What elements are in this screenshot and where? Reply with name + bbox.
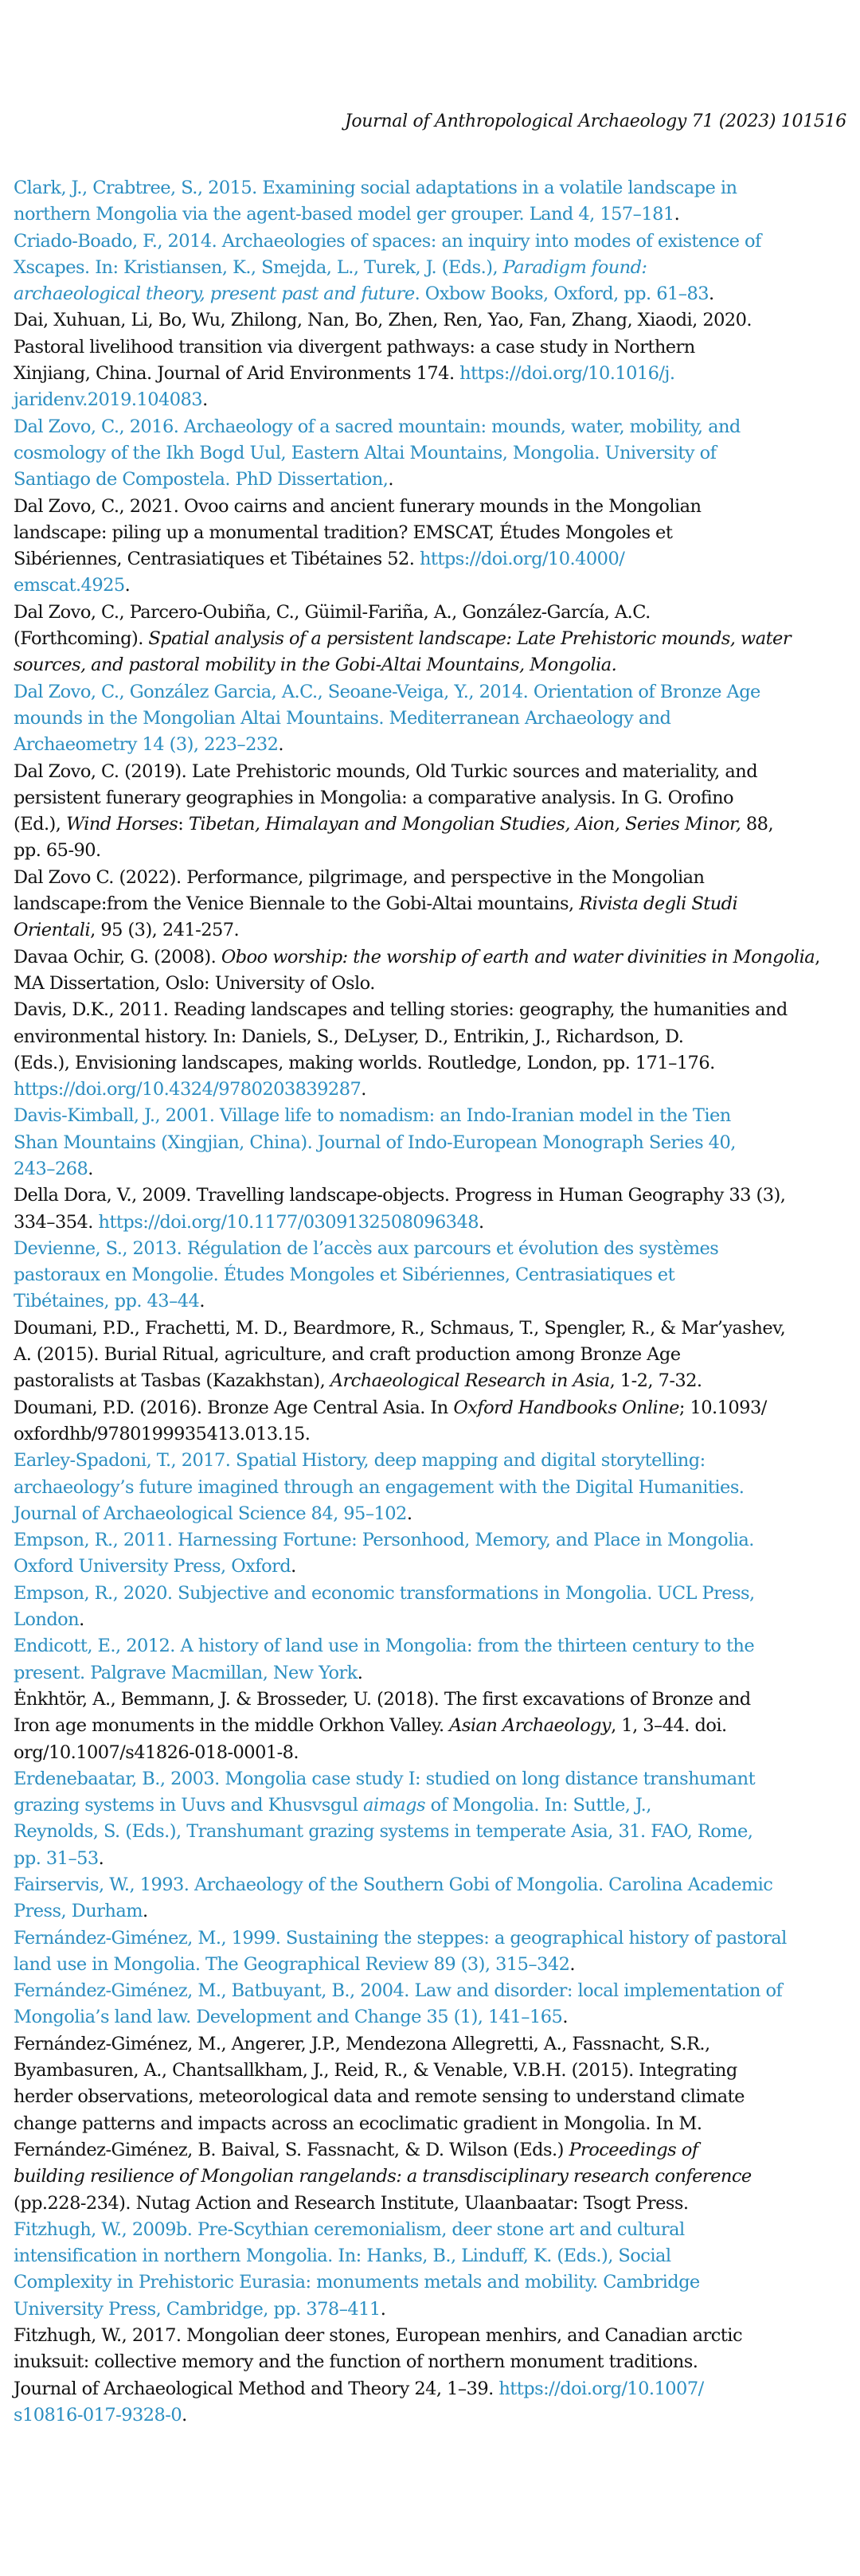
reference-entry[interactable] [14,1978,850,2031]
reference-text: Dal Zovo, C., Parcero-Oubiña, C., Güimil-Fariña, A., González-García, A.C. [14,601,651,623]
reference-line [14,1607,850,1633]
reference-text: Byambasuren, A., Chantsallkham, J., Reid, R., & Venable, V.B.H. (2015). Integrating [14,2060,737,2082]
reference-line [14,600,850,626]
reference-link[interactable]: pastoraux en Mongolie. Études Mongoles et Sibériennes, Centrasiatiques et [14,1265,675,1286]
reference-line [14,520,850,546]
reference-line [14,2243,850,2269]
reference-line [14,1050,850,1077]
reference-text: pp. 65-90. [14,840,101,862]
reference-line [14,1448,850,1474]
reference-line [14,1766,850,1792]
reference-text: MA Dissertation, Oslo: University of Oslo. [14,972,375,994]
reference-text: (Eds.), Envisioning landscapes, making worlds. Routledge, London, pp. 171–176. [14,1052,715,1073]
reference-line [14,546,850,573]
reference-line [14,2349,850,2375]
reference-text: , 1-2, 7-32. [609,1370,702,1392]
reference-line [14,2111,850,2137]
reference-text: Iron age monuments in the middle Orkhon Valley. [14,1715,450,1737]
reference-entry[interactable] [14,1103,850,1182]
reference-line [14,679,850,706]
reference-text: Dal Zovo C. (2022). Performance, pilgrimage, and perspective in the Mongolian [14,866,705,888]
reference-line [14,785,850,811]
reference-text: Davis, D.K., 2011. Reading landscapes and telling stories: geography, the humanities and [14,999,788,1021]
reference-link[interactable]: Santiago de Compostela. PhD Dissertation, [14,469,389,491]
reference-text: , 95 (3), 241-257. [90,920,240,941]
reference-entry [14,865,850,944]
reference-link[interactable]: Fitzhugh, W., 2009b. Pre-Scythian ceremonialism, deer stone art and cultural [14,2218,685,2240]
reference-line [14,1687,850,1713]
reference-text: Doumani, P.D., Frachetti, M. D., Beardmore, R., Schmaus, T., Spengler, R., & Mar’yashev, [14,1317,786,1339]
reference-link[interactable]: present. Palgrave Macmillan, New York [14,1662,358,1683]
reference-text: Rivista degli Studi [579,893,738,915]
reference-line [14,1395,850,1421]
reference-line [14,1475,850,1501]
reference-text: . [380,2298,386,2320]
reference-entry[interactable] [14,229,850,308]
reference-link[interactable]: Press, Durham [14,1901,143,1922]
reference-text: . [98,1847,104,1869]
reference-line [14,1024,850,1050]
reference-link[interactable]: . Oxbow Books, Oxford, pp. 61–83 [414,283,709,305]
reference-text: . [357,1662,363,1683]
reference-entry [14,1315,850,1395]
reference-text: 334–354. [14,1211,99,1233]
reference-text: . [709,283,714,305]
reference-link[interactable]: Endicott, E., 2012. A history of land use in Mongolia: from the thirteen century to the [14,1636,755,1657]
reference-line [14,361,850,387]
reference-text: (Forthcoming). [14,628,149,650]
reference-text: Della Dora, V., 2009. Travelling landscape-objects. Progress in Human Geography 33 (3), [14,1185,786,1206]
reference-text: Dai, Xuhuan, Li, Bo, Wu, Zhilong, Nan, Bo, Zhen, Ren, Yao, Fan, Zhang, Xiaodi, 2020. [14,310,752,331]
reference-entry [14,600,850,679]
reference-text: Orientali [14,920,91,941]
reference-text: . [479,1211,484,1233]
reference-link[interactable]: Dal Zovo, C., 2016. Archaeology of a sacred mountain: mounds, water, mobility, and [14,416,741,437]
reference-text: . [124,575,131,596]
reference-text: . [79,1609,84,1631]
reference-text: Spatial analysis of a persistent landscape: Late Prehistoric mounds, water [148,628,792,650]
reference-link[interactable]: Fernández-Giménez, M., 1999. Sustaining the steppes: a geographical history of pastoral [14,1927,787,1949]
reference-link[interactable]: intensification in northern Mongolia. In: Hanks, B., Linduff, K. (Eds.), Social [14,2246,671,2267]
reference-link[interactable]: Complexity in Prehistoric Eurasia: monuments metals and mobility. Cambridge [14,2272,700,2293]
reference-line [14,467,850,493]
reference-link[interactable]: https://doi.org/10.4324/9780203839287 [14,1079,362,1100]
reference-line [14,1792,850,1819]
reference-link[interactable]: mounds in the Mongolian Altai Mountains. Mediterranean Archaeology and [14,707,671,729]
reference-line [14,2297,850,2323]
reference-text: (pp.228-234). Nutag Action and Research Institute, Ulaanbaatar: Tsogt Press. [14,2192,689,2214]
reference-link[interactable]: emscat.4925 [14,575,125,596]
reference-text: persistent funerary geographies in Mongolia: a comparative analysis. In G. Orofino [14,787,734,808]
reference-line [14,891,850,917]
reference-line [14,2004,850,2031]
reference-line [14,494,850,520]
reference-link[interactable]: s10816-017-9328-0 [14,2404,182,2426]
reference-line [14,1527,850,1554]
reference-link[interactable]: aimags [362,1795,425,1816]
reference-text: Wind Horses [66,814,178,835]
reference-text: . [202,389,208,411]
reference-line [14,1077,850,1103]
reference-text: Dal Zovo, C. (2019). Late Prehistoric mounds, Old Turkic sources and materiality, and [14,760,758,782]
reference-list [14,175,850,2429]
reference-link[interactable]: Earley-Spadoni, T., 2017. Spatial History, deep mapping and digital storytelling: [14,1450,706,1472]
reference-line [14,1925,850,1952]
reference-line [14,1898,850,1925]
reference-link[interactable]: Archaeometry 14 (3), 223–232 [14,734,279,756]
reference-entry [14,1182,850,1236]
reference-line [14,2191,850,2217]
reference-line [14,440,850,467]
reference-entry [14,997,850,1103]
reference-link[interactable]: Empson, R., 2011. Harnessing Fortune: Personhood, Memory, and Place in Mongolia. [14,1530,754,1551]
reference-link[interactable]: London [14,1609,80,1631]
reference-link[interactable]: Erdenebaatar, B., 2003. Mongolia case study I: studied on long distance transhumant [14,1768,756,1789]
reference-line [14,1819,850,1845]
reference-text: Dal Zovo, C., 2021. Ovoo cairns and ancient funerary mounds in the Mongolian [14,495,702,517]
reference-text: . [406,1503,412,1524]
reference-line [14,1421,850,1448]
reference-line [14,1210,850,1236]
reference-entry [14,944,850,998]
reference-line [14,1713,850,1739]
reference-link[interactable]: https://doi.org/10.4000/ [419,549,625,570]
reference-text: Doumani, P.D. (2016). Bronze Age Central Asia. In [14,1397,454,1418]
reference-line [14,2323,850,2349]
reference-link[interactable]: archaeological theory, present past and future [14,283,415,305]
reference-link[interactable]: Journal of Archaeological Science 84, 95–102 [14,1503,407,1524]
reference-link[interactable]: pp. 31–53 [14,1847,99,1869]
reference-text: Ėnkhtör, A., Bemmann, J. & Brosseder, U. (2018). The first excavations of Bronze and [14,1688,751,1710]
reference-text: landscape: piling up a monumental tradition? EMSCAT, Études Mongoles et [14,522,673,543]
reference-line [14,1342,850,1368]
reference-text: 88, [741,814,774,835]
reference-text: , [815,946,820,967]
reference-link[interactable]: Oxford University Press, Oxford [14,1556,291,1577]
reference-line [14,2376,850,2402]
reference-text: Davaa Ochir, G. (2008). [14,946,221,967]
reference-text: . [199,1291,205,1312]
reference-entry[interactable] [14,1766,850,1872]
reference-entry[interactable] [14,1448,850,1527]
reference-entry [14,307,850,413]
reference-text: (Ed.), [14,814,66,835]
reference-link[interactable]: Davis-Kimball, J., 2001. Village life to nomadism: an Indo-Iranian model in the Tien [14,1105,731,1127]
reference-line [14,1103,850,1129]
reference-line [14,1660,850,1687]
reference-entry[interactable] [14,679,850,759]
reference-text: , 1, 3–44. doi. [611,1715,727,1737]
reference-link[interactable]: jaridenv.2019.104083 [14,389,203,411]
reference-entry[interactable] [14,1236,850,1315]
reference-link[interactable]: Devienne, S., 2013. Régulation de l’accès aux parcours et évolution des systèmes [14,1237,719,1259]
reference-text: Journal of Archaeological Method and Theory 24, 1–39. [14,2378,499,2399]
reference-link[interactable]: https://doi.org/10.1016/j. [459,363,675,385]
reference-text: Oxford Handbooks Online [453,1397,679,1418]
reference-entry[interactable] [14,1872,850,1925]
reference-entry [14,2323,850,2429]
reference-line [14,2402,850,2429]
reference-entry[interactable] [14,2217,850,2323]
reference-line [14,1554,850,1580]
reference-link[interactable]: archaeology’s future imagined through an engagement with the Digital Humanities. [14,1476,745,1498]
reference-entry[interactable] [14,1925,850,1979]
reference-entry[interactable] [14,414,850,494]
reference-link[interactable]: northern Mongolia via the agent-based model ger grouper. Land 4, 157–181 [14,204,674,225]
reference-text: Tibetan, Himalayan and Mongolian Studies, Aion, Series Minor, [188,814,741,835]
reference-line [14,944,850,971]
reference-line [14,1262,850,1288]
reference-entry [14,2031,850,2217]
reference-entry[interactable] [14,1527,850,1581]
reference-link[interactable]: Paradigm found: [502,256,647,278]
reference-link[interactable]: of Mongolia. In: Suttle, J., [424,1795,651,1816]
reference-text: Asian Archaeology [449,1715,612,1737]
reference-line [14,2084,850,2110]
reference-text: Xinjiang, China. Journal of Arid Environments 174. [14,363,460,385]
reference-link[interactable]: Fairservis, W., 1993. Archaeology of the Southern Gobi of Mongolia. Carolina Academic [14,1874,773,1895]
reference-link[interactable]: Empson, R., 2020. Subjective and economic transformations in Mongolia. UCL Press, [14,1582,755,1604]
reference-text: . [562,2007,568,2028]
reference-text: Oboo worship: the worship of earth and water divinities in Mongolia [221,946,815,967]
reference-text: . [361,1079,366,1100]
reference-text: inuksuit: collective memory and the function of northern monument traditions. [14,2351,698,2373]
reference-line [14,1952,850,1978]
reference-line [14,971,850,997]
reference-line [14,1740,850,1766]
reference-link[interactable]: 243–268 [14,1158,88,1179]
reference-line [14,652,850,678]
reference-entry[interactable] [14,1633,850,1687]
reference-text: change patterns and impacts across an ecoclimatic gradient in Mongolia. In M. [14,2113,702,2134]
reference-line [14,229,850,255]
reference-link[interactable]: grazing systems in Uuvs and Khusvsgul [14,1795,363,1816]
reference-entry [14,759,850,865]
reference-line [14,759,850,785]
reference-line [14,175,850,201]
reference-text: org/10.1007/s41826-018-0001-8. [14,1741,299,1763]
reference-link[interactable]: land use in Mongolia. The Geographical Review 89 (3), 315–342 [14,1953,570,1975]
reference-entry[interactable] [14,1581,850,1634]
reference-line [14,1368,850,1394]
reference-line [14,255,850,281]
reference-line [14,732,850,758]
reference-text: Archaeological Research in Asia [330,1370,610,1392]
reference-line [14,201,850,228]
reference-line [14,1182,850,1209]
reference-line [14,387,850,413]
reference-text: : [178,814,189,835]
reference-line [14,1501,850,1527]
reference-line [14,626,850,652]
reference-link[interactable]: https://doi.org/10.1177/0309132508096348 [98,1211,479,1233]
reference-line [14,2137,850,2164]
reference-line [14,2058,850,2084]
reference-link[interactable]: Tibétaines, pp. 43–44 [14,1291,200,1312]
reference-text: Fitzhugh, W., 2017. Mongolian deer stones, European menhirs, and Canadian arctic [14,2325,742,2347]
reference-line [14,1581,850,1607]
reference-line [14,838,850,864]
reference-text: . [291,1556,296,1577]
reference-link[interactable]: Fernández-Giménez, M., Batbuyant, B., 2004. Law and disorder: local implementation of [14,1980,783,2002]
reference-line [14,1872,850,1898]
reference-text: Fernández-Giménez, M., Angerer, J.P., Mendezona Allegretti, A., Fassnacht, S.R., [14,2033,710,2054]
reference-line [14,917,850,944]
reference-line [14,2031,850,2058]
reference-text: . [674,204,680,225]
reference-entry[interactable] [14,175,850,229]
reference-text: herder observations, meteorological data and remote sensing to understand climate [14,2086,745,2108]
reference-link[interactable]: cosmology of the Ikh Bogd Uul, Eastern Altai Mountains, Mongolia. University of [14,442,717,463]
reference-text: Proceedings of [569,2139,698,2160]
reference-text: Sibériennes, Centrasiatiques et Tibétaines 52. [14,549,420,570]
reference-line [14,1288,850,1315]
reference-line [14,865,850,891]
reference-link[interactable]: Criado-Boado, F., 2014. Archaeologies of spaces: an inquiry into modes of existence of [14,230,761,252]
reference-text: building resilience of Mongolian rangelands: a transdisciplinary research conference [14,2166,752,2187]
reference-entry [14,1395,850,1448]
reference-line [14,1633,850,1659]
reference-text: Pastoral livelihood transition via divergent pathways: a case study in Northern [14,336,695,358]
reference-line [14,414,850,440]
reference-text: sources, and pastoral mobility in the Gobi-Altai Mountains, Mongolia. [14,655,617,676]
reference-text: . [88,1158,93,1179]
reference-text: environmental history. In: Daniels, S., DeLyser, D., Entrikin, J., Richardson, D. [14,1026,684,1047]
reference-line [14,2269,850,2296]
reference-link[interactable]: University Press, Cambridge, pp. 378–411 [14,2298,381,2320]
reference-line [14,1846,850,1872]
reference-line [14,1156,850,1182]
reference-text: Fernández-Giménez, B. Baival, S. Fassnacht, & D. Wilson (Eds.) [14,2139,569,2160]
reference-line [14,997,850,1023]
reference-link[interactable]: Shan Mountains (Xingjian, China). Journal of Indo-European Monograph Series 40, [14,1132,736,1153]
reference-link[interactable]: Xscapes. In: Kristiansen, K., Smejda, L., Turek, J. (Eds.), [14,256,503,278]
reference-link[interactable]: Clark, J., Crabtree, S., 2015. Examining social adaptations in a volatile landscape in [14,178,737,198]
reference-text: . [182,2404,187,2426]
reference-text: A. (2015). Burial Ritual, agriculture, and craft production among Bronze Age [14,1344,681,1366]
reference-link[interactable]: https://doi.org/10.1007/ [498,2378,704,2399]
reference-line [14,1315,850,1342]
running-head: Journal of Anthropological Archaeology 71 (2023) 101516 [344,111,846,131]
reference-line [14,1978,850,2004]
reference-line [14,2164,850,2190]
reference-line [14,573,850,599]
reference-text: . [569,1953,576,1975]
reference-line [14,307,850,334]
reference-link[interactable]: Mongolia’s land law. Development and Change 35 (1), 141–165 [14,2007,563,2028]
reference-text: . [388,469,393,491]
reference-text: . [278,734,283,756]
reference-text: landscape:from the Venice Biennale to the Gobi-Altai mountains, [14,893,580,915]
reference-line [14,811,850,838]
reference-line [14,1236,850,1262]
reference-entry [14,494,850,600]
reference-line [14,1130,850,1156]
reference-line [14,334,850,361]
reference-text: oxfordhb/9780199935413.013.15. [14,1423,311,1444]
reference-line [14,706,850,732]
reference-text: ; 10.1093/ [678,1397,767,1418]
reference-link[interactable]: Reynolds, S. (Eds.), Transhumant grazing systems in temperate Asia, 31. FAO, Rome, [14,1821,753,1843]
reference-text: pastoralists at Tasbas (Kazakhstan), [14,1370,330,1392]
reference-line [14,281,850,307]
reference-entry [14,1687,850,1766]
reference-line [14,2217,850,2243]
reference-link[interactable]: Dal Zovo, C., González Garcia, A.C., Seoane-Veiga, Y., 2014. Orientation of Bronze Age [14,681,760,702]
reference-text: . [143,1901,148,1922]
